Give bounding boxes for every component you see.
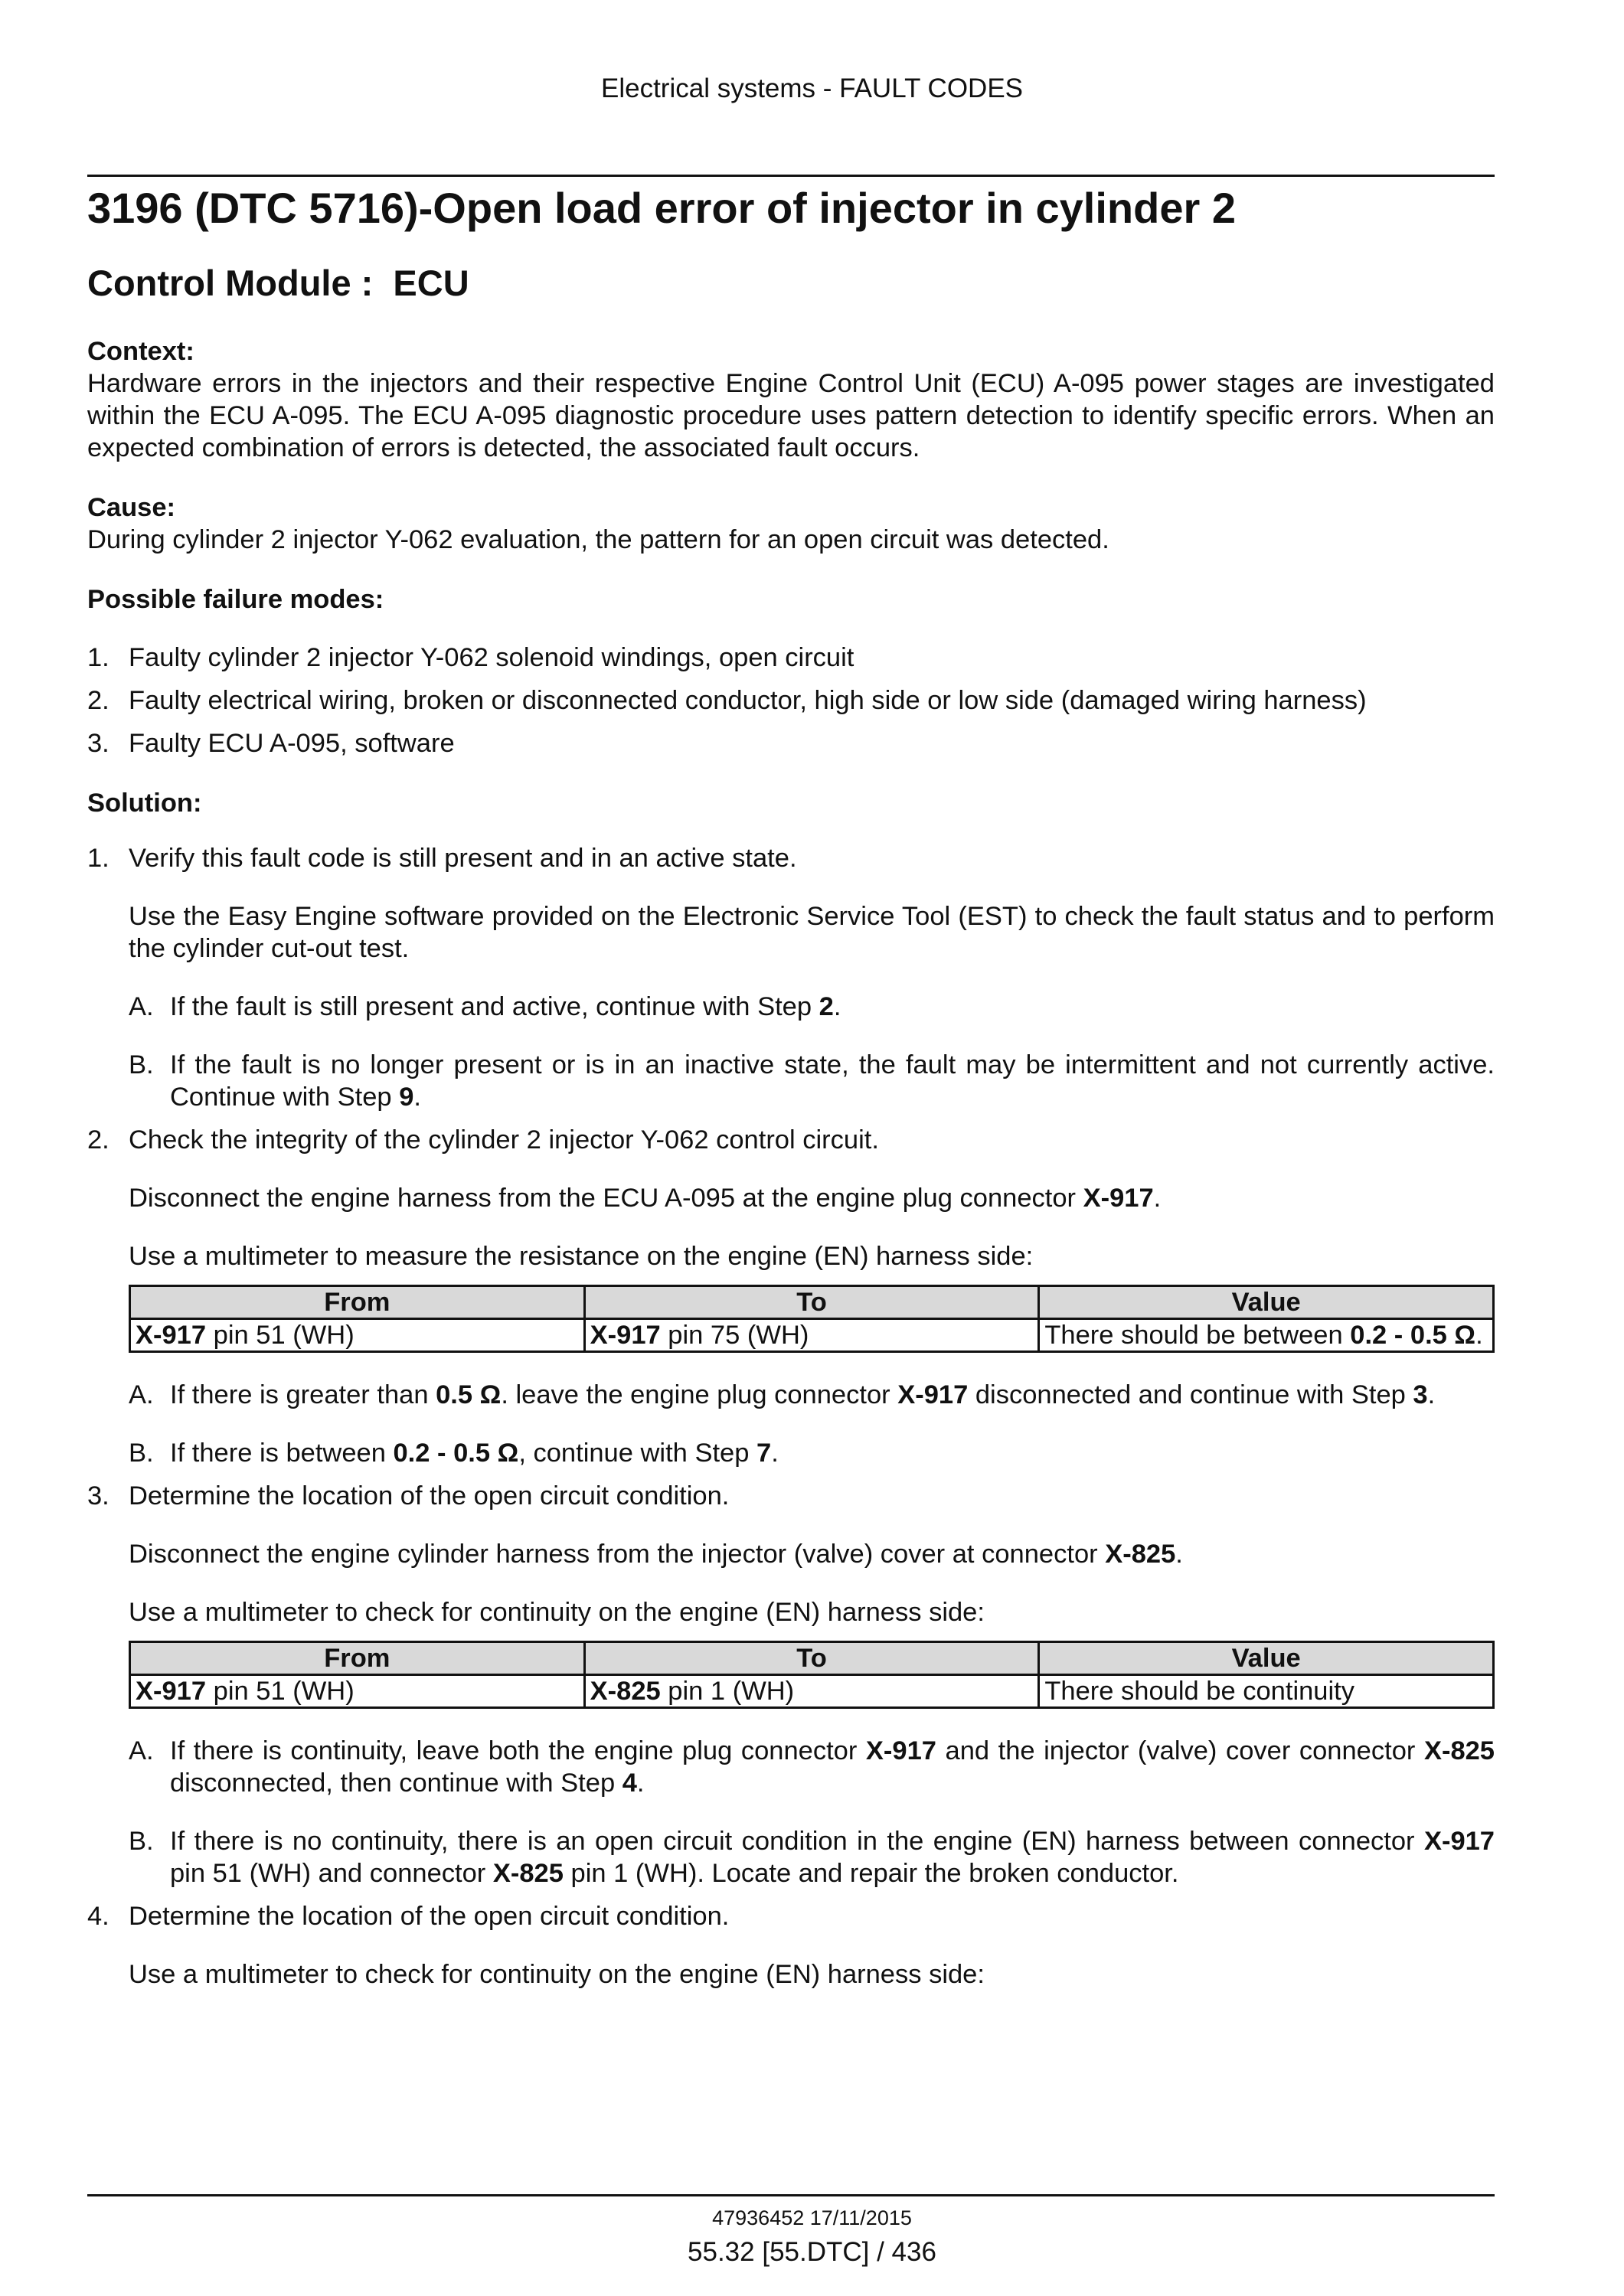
step-reference: 3: [1413, 1380, 1428, 1409]
step-text: Determine the location of the open circuit condition.: [129, 1481, 730, 1511]
failure-modes-label: Possible failure modes:: [87, 585, 384, 614]
table-header-row: [130, 1642, 1494, 1675]
option-letter: B.: [129, 1827, 154, 1856]
value-range: 0.2 - 0.5 Ω: [393, 1439, 519, 1468]
header-rule: [87, 175, 1495, 177]
column-header: From: [130, 1286, 585, 1319]
step-reference: 2: [819, 992, 834, 1021]
step-3-option-b: [129, 1825, 1495, 1889]
step-detail: Disconnect the engine cylinder harness from the injector (valve) cover at connector: [129, 1540, 1106, 1569]
option-text: If there is greater than: [170, 1380, 436, 1409]
list-item-number: 1.: [87, 643, 109, 672]
list-item: [87, 727, 1495, 759]
step-2-option-a: A. If there is greater than 0.5 Ω. leave the engine plug connector X-917 disconnected and continue with Step 3.: [129, 1380, 1436, 1409]
running-header: Electrical systems - FAULT CODES: [600, 73, 1024, 103]
option-text: pin 51 (WH) and connector: [170, 1859, 493, 1888]
step-number: 3.: [87, 1481, 109, 1511]
option-letter: B.: [129, 1050, 154, 1079]
connector-id: X-917: [136, 1321, 207, 1350]
table-row: [130, 1319, 1494, 1352]
column-header: From: [130, 1642, 585, 1675]
solution-label: Solution:: [87, 789, 202, 818]
resistance-table: [129, 1285, 1495, 1353]
step-reference: 9: [399, 1083, 414, 1112]
connector-id: X-825: [1105, 1540, 1176, 1569]
step-detail: Use the Easy Engine software provided on the Electronic Service Tool (EST) to check the fault status and to perform the cylinder cut-out test.: [129, 902, 1495, 963]
continuity-table: [129, 1641, 1495, 1709]
pin-label: pin 51 (WH): [206, 1321, 355, 1350]
step-number: 4.: [87, 1902, 109, 1931]
to-cell: [584, 1675, 1039, 1708]
value-punct: .: [1475, 1321, 1483, 1350]
connector-id: X-917: [897, 1380, 969, 1409]
footer-rule: [87, 2194, 1495, 2196]
list-item: [87, 642, 1495, 674]
step-reference: 4: [622, 1769, 637, 1798]
step-number: 2.: [87, 1125, 109, 1155]
document-code: 47936452 17/11/2015: [712, 2206, 912, 2229]
connector-id: X-917: [136, 1677, 207, 1706]
step-instruction: Use a multimeter to check for continuity on the engine (EN) harness side:: [129, 1960, 985, 1989]
connector-id: X-825: [1423, 1736, 1495, 1765]
connector-id: X-825: [492, 1859, 564, 1888]
page-number: 55.32 [55.DTC] / 436: [688, 2237, 936, 2267]
option-letter: A.: [129, 1380, 154, 1409]
cause-label: Cause:: [87, 493, 176, 522]
control-module-heading: Control Module : ECU: [87, 263, 469, 303]
step-instruction: Use a multimeter to measure the resistance on the engine (EN) harness side:: [129, 1242, 1034, 1271]
page-title: 3196 (DTC 5716)-Open load error of injector in cylinder 2: [87, 184, 1236, 232]
column-header: Value: [1039, 1286, 1494, 1319]
step-text: Determine the location of the open circuit condition.: [129, 1902, 730, 1931]
context-text: Hardware errors in the injectors and their respective Engine Control Unit (ECU) A-095 power stages are investigated within the ECU A-095. The ECU A-095 diagnostic procedure uses pattern detection to identify specific errors. When an expected combination of errors is detected, the associated fault occurs.: [87, 369, 1495, 462]
pin-label: pin 1 (WH): [660, 1677, 795, 1706]
page-content: [87, 182, 1495, 1991]
table-header-row: [130, 1286, 1494, 1319]
option-text: and the injector (valve) cover connector: [936, 1736, 1424, 1765]
step-1-option-b: B. If the fault is no longer present or is in an inactive state, the fault may be intermittent and not currently active. Continue with Step 9.: [129, 1050, 1495, 1112]
option-text: disconnected and continue with Step: [968, 1380, 1413, 1409]
cause-text: During cylinder 2 injector Y-062 evaluation, the pattern for an open circuit was detected.: [87, 525, 1109, 554]
option-text: disconnected, then continue with Step: [170, 1769, 622, 1798]
option-text: If there is between: [170, 1439, 394, 1468]
solution-step-3: 3. Determine the location of the open circuit condition. Disconnect the engine cylinder harness from the injector (valve) cover at connector X-825. Use a multimeter to check for continuity on the engine (EN) harness side: From To Value X-917 pin 51 (WH) X-825 pin 1 (WH) There should be continuity: [87, 1480, 1495, 1709]
column-header: To: [584, 1642, 1039, 1675]
table-row: [130, 1675, 1494, 1708]
option-letter: A.: [129, 992, 154, 1021]
step-instruction: Use a multimeter to check for continuity on the engine (EN) harness side:: [129, 1598, 985, 1627]
list-item-text: Faulty ECU A-095, software: [129, 729, 455, 758]
connector-id: X-917: [865, 1736, 936, 1765]
option-letter: A.: [129, 1736, 154, 1765]
connector-id: X-917: [590, 1321, 661, 1350]
list-item-number: 3.: [87, 729, 109, 758]
step-text: Check the integrity of the cylinder 2 injector Y-062 control circuit.: [129, 1125, 879, 1155]
column-header: To: [584, 1286, 1039, 1319]
step-reference: 7: [756, 1439, 772, 1468]
from-cell: [130, 1319, 585, 1352]
value-cell: There should be continuity: [1039, 1675, 1494, 1708]
option-text: . leave the engine plug connector: [501, 1380, 898, 1409]
step-2-option-b: B. If there is between 0.2 - 0.5 Ω, continue with Step 7.: [129, 1439, 779, 1468]
from-cell: [130, 1675, 585, 1708]
step-3-option-a: A. If there is continuity, leave both the engine plug connector X-917 and the injector (valve) cover connector X-825 disconnected, then continue with Step 4.: [129, 1736, 1495, 1798]
option-letter: B.: [129, 1439, 154, 1468]
connector-id: X-917: [1083, 1184, 1154, 1213]
failure-modes-list: [87, 642, 1495, 759]
pin-label: pin 51 (WH): [206, 1677, 355, 1706]
option-text: pin 1 (WH). Locate and repair the broken conductor.: [563, 1859, 1179, 1888]
step-number: 1.: [87, 844, 109, 873]
connector-id: X-917: [1423, 1827, 1495, 1856]
pin-label: pin 75 (WH): [660, 1321, 809, 1350]
step-detail: Disconnect the engine harness from the ECU A-095 at the engine plug connector: [129, 1184, 1083, 1213]
option-text: If there is continuity, leave both the engine plug connector: [170, 1736, 866, 1765]
context-label: Context:: [87, 337, 194, 366]
solution-step-4: [87, 1900, 1495, 1991]
list-item-number: 2.: [87, 686, 109, 715]
option-text: If the fault is still present and active, continue with Step: [170, 992, 819, 1021]
step-text: Verify this fault code is still present and in an active state.: [129, 844, 797, 873]
option-text: If there is no continuity, there is an open circuit condition in the engine (EN) harness between connector: [170, 1827, 1424, 1856]
option-text: If the fault is no longer present or is in an inactive state, the fault may be intermittent and not currently active. Continue with Step: [170, 1050, 1495, 1112]
step-1-option-a: A. If the fault is still present and active, continue with Step 2.: [129, 992, 841, 1021]
solution-step-1: [87, 842, 1495, 965]
connector-id: X-825: [590, 1677, 661, 1706]
to-cell: [584, 1319, 1039, 1352]
list-item-text: Faulty electrical wiring, broken or disconnected conductor, high side or low side (damaged wiring harness): [129, 686, 1367, 715]
column-header: Value: [1039, 1642, 1494, 1675]
value-text: There should be between: [1044, 1321, 1351, 1350]
list-item: [87, 684, 1495, 717]
value-range: 0.2 - 0.5 Ω: [1350, 1321, 1476, 1350]
value-range: 0.5 Ω: [436, 1380, 502, 1409]
option-text: , continue with Step: [518, 1439, 757, 1468]
solution-step-2: 2. Check the integrity of the cylinder 2 injector Y-062 control circuit. Disconnect the engine harness from the ECU A-095 at the engine plug connector X-917. Use a multimeter to measure the resistance on the engine (EN) harness side: From To Value X-917 pin 51 (WH) X-917 pin 75 (WH) There should be between 0.2 - 0.5 Ω.: [87, 1124, 1495, 1353]
list-item-text: Faulty cylinder 2 injector Y-062 solenoid windings, open circuit: [129, 643, 854, 672]
value-cell: [1039, 1319, 1494, 1352]
